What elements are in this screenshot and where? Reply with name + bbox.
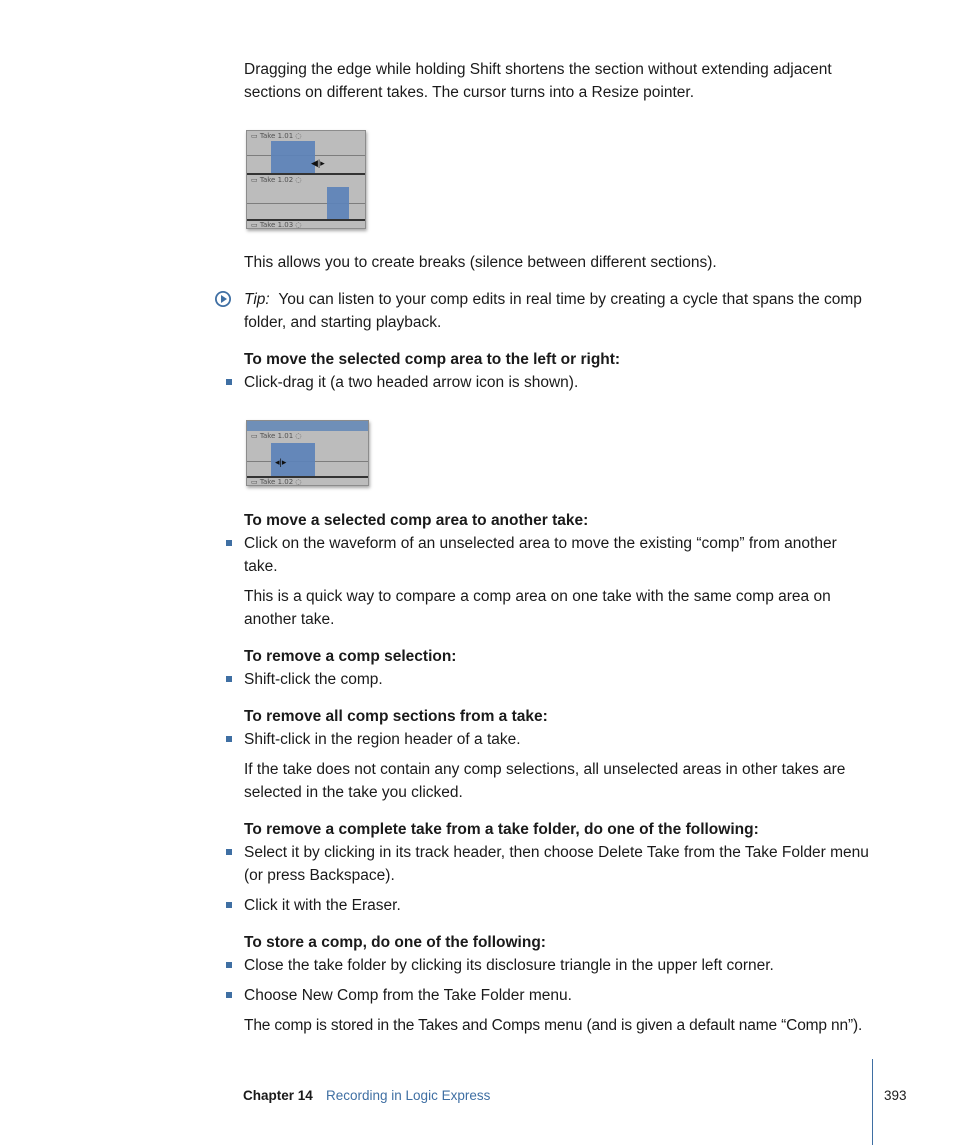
take-lane-label: ▭ Take 1.01 ◌ <box>251 432 302 440</box>
tip-arrow-icon <box>214 290 232 308</box>
list-item: Shift-click the comp. <box>244 671 383 688</box>
heading-move-left-right: To move the selected comp area to the left or right: <box>244 351 621 368</box>
intro-paragraph: Dragging the edge while holding Shift shortens the section without extending adjacent sections on different takes. The cursor turns into a Resize pointer. <box>244 61 832 101</box>
bullet-marker <box>226 849 232 855</box>
heading-move-to-take: To move a selected comp area to another take: <box>244 512 589 529</box>
bullet-marker <box>226 962 232 968</box>
list-item: Click-drag it (a two headed arrow icon is shown). <box>244 374 579 391</box>
footer-divider <box>872 1059 873 1145</box>
heading-store-comp: To store a comp, do one of the following: <box>244 934 546 951</box>
bullet-marker <box>226 540 232 546</box>
take-lane-label: ▭ Take 1.01 ◌ <box>251 132 302 140</box>
page-number: 393 <box>884 1088 907 1103</box>
take-folder-bar <box>247 421 368 431</box>
tip-label: Tip: <box>244 291 270 308</box>
bullet-marker <box>226 736 232 742</box>
take-lane-label: ▭ Take 1.03 ◌ <box>251 221 302 229</box>
list-item: Close the take folder by clicking its disclosure triangle in the upper left corner. <box>244 957 774 974</box>
bullet-marker <box>226 676 232 682</box>
take-lane <box>247 478 368 485</box>
breaks-paragraph: This allows you to create breaks (silence between different sections). <box>244 254 717 271</box>
list-item: Shift-click in the region header of a take. <box>244 731 521 748</box>
compare-paragraph: This is a quick way to compare a comp area on one take with the same comp area on another take. <box>244 588 831 628</box>
take-lane <box>247 431 368 477</box>
figure-move-comp <box>246 420 369 486</box>
tip-text: You can listen to your comp edits in real time by creating a cycle that spans the comp folder, and starting playback. <box>244 291 862 331</box>
bullet-marker <box>226 379 232 385</box>
list-item: Choose New Comp from the Take Folder menu. <box>244 987 572 1004</box>
bullet-marker <box>226 992 232 998</box>
two-headed-arrow-icon: ◂|▸ <box>275 457 287 467</box>
tip-paragraph <box>244 288 874 334</box>
take-lane-label: ▭ Take 1.02 ◌ <box>251 176 302 184</box>
heading-remove-all-sections: To remove all comp sections from a take: <box>244 708 548 725</box>
figure-resize-comp <box>246 130 366 229</box>
take-lane <box>247 221 365 229</box>
take-lane <box>247 175 365 221</box>
comp-selection <box>271 141 315 174</box>
take-lane-label: ▭ Take 1.02 ◌ <box>251 478 302 486</box>
footer-chapter: Chapter 14 <box>243 1088 313 1103</box>
unselected-areas-paragraph: If the take does not contain any comp selections, all unselected areas in other takes are selected in the take you clicked. <box>244 761 846 801</box>
list-item: Click it with the Eraser. <box>244 897 401 914</box>
footer-chapter-title: Recording in Logic Express <box>326 1088 491 1103</box>
stored-comp-paragraph: The comp is stored in the Takes and Comps menu (and is given a default name “Comp nn”). <box>244 1017 863 1034</box>
comp-selection <box>327 187 349 220</box>
resize-pointer-icon: ◀|▸ <box>311 158 325 168</box>
heading-remove-selection: To remove a comp selection: <box>244 648 457 665</box>
list-item: Select it by clicking in its track header, then choose Delete Take from the Take Folder menu (or press Backspace). <box>244 844 869 884</box>
take-lane <box>247 131 365 175</box>
bullet-marker <box>226 902 232 908</box>
heading-remove-take: To remove a complete take from a take folder, do one of the following: <box>244 821 759 838</box>
list-item: Click on the waveform of an unselected area to move the existing “comp” from another take. <box>244 535 837 575</box>
